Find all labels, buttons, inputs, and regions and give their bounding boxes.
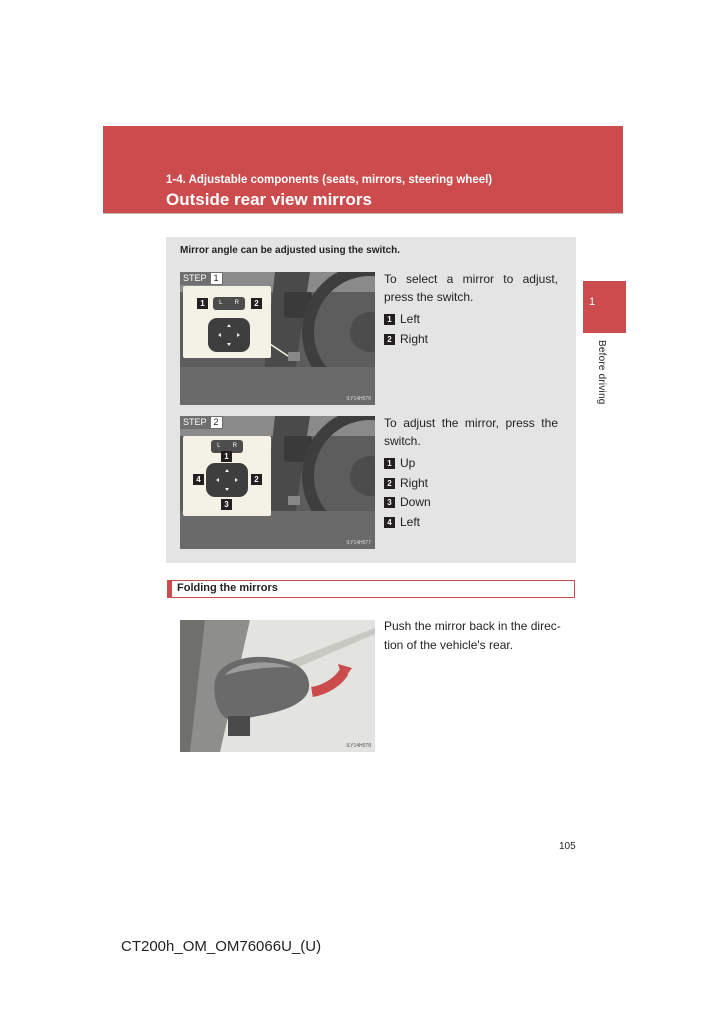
chapter-label: Before driving [596, 340, 607, 405]
document-code: CT200h_OM_OM76066U_(U) [121, 938, 322, 955]
step1-illustration [180, 272, 375, 405]
arrow-icon [206, 463, 248, 497]
legend-item [384, 330, 428, 350]
step-badge [180, 416, 223, 429]
mirror-adjust-pad [206, 463, 248, 497]
step1-text: To select a mirror to adjust, press the switch. [384, 272, 558, 304]
legend-item [384, 474, 431, 494]
folding-title: Folding the mirrors [177, 582, 278, 594]
legend-item [384, 454, 431, 474]
legend-number: 4 [384, 517, 395, 528]
chapter-number: 1 [589, 296, 596, 308]
step-word: STEP [180, 272, 210, 285]
legend-number: 1 [384, 458, 395, 469]
legend-number: 2 [384, 478, 395, 489]
legend-number: 2 [384, 334, 395, 345]
step-number: 2 [210, 416, 223, 429]
marker-left: 4 [193, 474, 204, 485]
marker-right: 2 [251, 298, 262, 309]
legend-item [384, 310, 428, 330]
legend-label: Right [400, 475, 429, 490]
legend-label: Left [400, 514, 421, 529]
legend-number: 1 [384, 314, 395, 325]
switch-callout [183, 286, 271, 358]
legend-label: Down [400, 495, 431, 509]
step-number: 1 [210, 272, 223, 285]
switch-callout [183, 436, 271, 516]
section-label: 1-4. Adjustable components (seats, mirrors, steering wheel) [166, 174, 493, 186]
chapter-header [103, 126, 623, 213]
step-word: STEP [180, 416, 210, 429]
legend-item [384, 493, 431, 513]
step2-illustration [180, 416, 375, 549]
folding-section-header [167, 580, 575, 598]
side-mirror-illustration [180, 620, 375, 752]
step2-text: To adjust the mirror, press the switch. [384, 416, 558, 448]
legend-label: Up [400, 456, 416, 470]
image-code: ILY14H078 [346, 743, 371, 749]
marker-right: 2 [251, 474, 262, 485]
mirror-adjust-pad [208, 318, 250, 352]
lr-selector-switch [213, 297, 245, 310]
legend-number: 3 [384, 497, 395, 508]
header-divider [103, 213, 623, 214]
legend-label: Right [400, 331, 429, 346]
r-label: R [234, 300, 239, 306]
chapter-tab [583, 281, 626, 333]
marker-up: 1 [221, 451, 232, 462]
step-badge [180, 272, 223, 285]
l-label: L [217, 443, 221, 449]
legend-item [384, 513, 431, 533]
legend-label: Left [400, 312, 421, 326]
step1-legend [384, 310, 428, 349]
image-code: ILY14H076 [346, 396, 371, 402]
page-title: Outside rear view mirrors [166, 190, 372, 209]
marker-left: 1 [197, 298, 208, 309]
r-label: R [232, 443, 237, 449]
mirror-fold-illustration [180, 620, 375, 752]
intro-text: Mirror angle can be adjusted using the switch. [180, 245, 401, 256]
marker-down: 3 [221, 499, 232, 510]
page-number: 105 [559, 841, 576, 852]
step2-legend [384, 454, 431, 532]
image-code: ILY14H077 [346, 540, 371, 546]
l-label: L [219, 300, 223, 306]
arrow-icon [208, 318, 250, 352]
section-accent [167, 580, 172, 598]
folding-text: Push the mirror back in the direc-tion of the vehicle's rear. [384, 619, 561, 652]
